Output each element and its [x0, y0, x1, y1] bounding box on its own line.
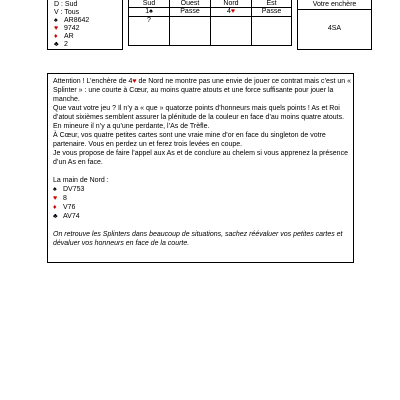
bidding-table	[128, 0, 292, 46]
header-nord: Nord	[211, 0, 252, 8]
bid-ouest: Passe	[170, 8, 211, 17]
your-bid-value: 4SA	[327, 25, 342, 32]
your-bid-box	[297, 0, 372, 50]
bidding-row	[129, 17, 292, 46]
bidding-row	[129, 8, 292, 17]
north-clubs-row: ♣ AV74	[53, 213, 80, 220]
hand-clubs-cards: 2	[64, 41, 68, 48]
explanation-box	[47, 73, 354, 263]
header-ouest: Ouest	[170, 0, 211, 8]
heart-icon: ♥	[53, 195, 58, 202]
bid-level: 1	[145, 8, 150, 15]
hand-spades-cards: AR8642	[64, 17, 90, 24]
explanation-paragraph: Attention ! L’enchère de 4♥ de Nord ne montre pas une envie de jouer ce contrat mais c’est un « Splinter » : une courte à Cœur, au moins quatre atouts et une force suffisante pour jouer la manche.	[53, 78, 351, 103]
bidding-header-row	[129, 0, 292, 8]
vulnerability-label: V : Tous	[54, 9, 80, 16]
bid-empty	[170, 17, 211, 46]
north-hearts-row: ♥ 8	[53, 195, 67, 202]
conclusion-text: On retrouve les Splinters dans beaucoup de situations, sachez réévaluer vos petites cartes et dévaluer vos honneurs en face de la courte.	[53, 231, 343, 247]
bid-sud	[129, 8, 170, 17]
north-spades-row: ♠ DV753	[53, 186, 85, 193]
explanation-paragraph: Que vaut votre jeu ? Il n’y a « que » quatorze points d’honneurs mais quels points ! As et Roi d’atout sixièmes semblent assurer la plénitude de la couleur en face d’au moins quatre atouts.	[53, 105, 345, 121]
club-icon: ♣	[53, 213, 58, 220]
diamond-icon: ♦	[53, 204, 57, 211]
bid-empty	[211, 17, 252, 46]
north-hand-title: La main de Nord :	[53, 177, 109, 184]
header-est: Est	[252, 0, 292, 8]
diamond-icon: ♦	[54, 33, 58, 40]
bid-sud-question: ?	[129, 17, 170, 46]
heart-icon: ♥	[54, 25, 59, 32]
bid-est: Passe	[252, 8, 292, 17]
club-icon: ♣	[54, 41, 59, 48]
explanation-paragraph: En mineure il n’y a qu’une perdante, l’As de Trèfle.	[53, 123, 210, 130]
bid-empty	[252, 17, 292, 46]
hand-clubs-row	[54, 40, 68, 49]
heart-icon: ♥	[230, 8, 236, 15]
hand-box	[47, 0, 123, 50]
hand-diamonds-cards: AR	[64, 33, 74, 40]
hand-hearts-cards: 9742	[64, 25, 80, 32]
north-diamonds-row: ♦ V76	[53, 204, 76, 211]
explanation-paragraph: À Cœur, vos quatre petites cartes sont une vraie mine d’or en face du singleton de votre partenaire. Vous en perdez un et ferez trois levées en coupe.	[53, 132, 326, 148]
explanation-paragraph: Je vous propose de faire l’appel aux As et de conclure au chelem si vous apprenez la présence d’un As en face.	[53, 150, 348, 166]
spade-icon: ♠	[54, 17, 58, 24]
explanation-text	[53, 77, 351, 248]
dealer-label: D : Sud	[54, 1, 78, 8]
spade-icon: ♠	[53, 186, 57, 193]
bid-nord	[211, 8, 252, 17]
bid-level: 4	[226, 8, 231, 15]
your-bid-header: Votre enchère	[298, 0, 371, 10]
header-sud: Sud	[129, 0, 170, 8]
heart-icon: ♥	[132, 78, 137, 85]
spade-icon: ♠	[149, 8, 153, 15]
